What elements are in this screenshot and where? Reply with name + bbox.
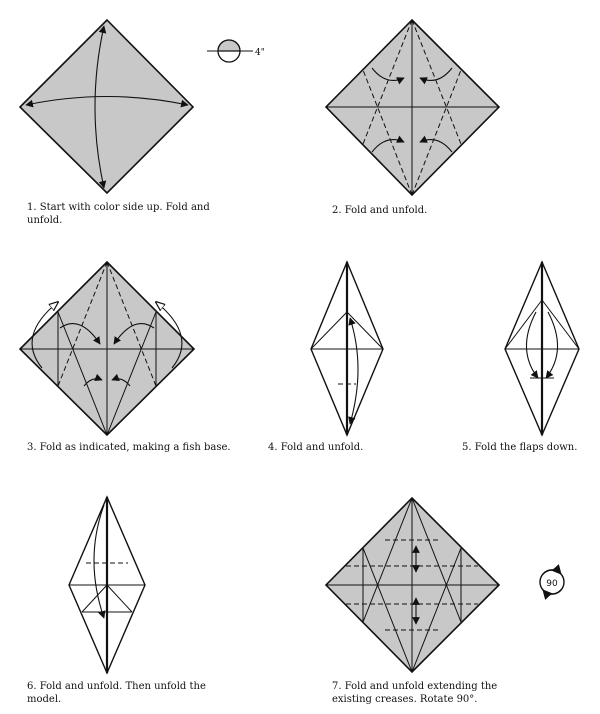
step-7-diagram xyxy=(326,498,499,672)
step-1-caption: 1. Start with color side up. Fold and unfold. xyxy=(27,202,210,226)
step-2-diagram xyxy=(326,20,499,195)
step-1-diagram xyxy=(20,20,193,193)
paper-size-label: 4" xyxy=(255,48,265,58)
rotate-90-icon xyxy=(540,570,564,594)
step-3-caption: 3. Fold as indicated, making a fish base. xyxy=(27,442,231,453)
step-2-caption: 2. Fold and unfold. xyxy=(332,205,428,216)
step-6-caption: 6. Fold and unfold. Then unfold the model. xyxy=(27,681,206,705)
step-3-diagram xyxy=(20,262,194,435)
step-4-caption: 4. Fold and unfold. xyxy=(268,442,364,453)
step-7-caption: 7. Fold and unfold extending the existing creases. Rotate 90°. xyxy=(332,681,498,705)
step-5-caption: 5. Fold the flaps down. xyxy=(462,442,578,453)
rotate-label: 90 xyxy=(546,579,558,589)
paper-size-indicator xyxy=(207,40,265,62)
step-6-diagram xyxy=(69,497,145,673)
step-5-diagram xyxy=(505,262,579,435)
step-4-diagram xyxy=(311,262,383,435)
